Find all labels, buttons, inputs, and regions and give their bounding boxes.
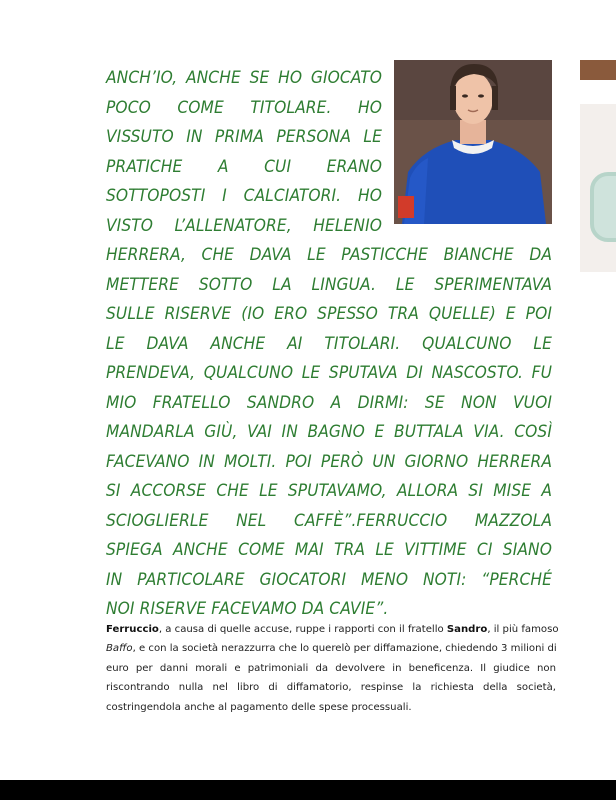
quote-line: SULLE RISERVE (IO ERO SPESSO TRA QUELLE) E POI (106, 304, 552, 324)
bold-name: Sandro (446, 624, 488, 635)
quote-line: SPIEGA ANCHE COME MAI TRA LE VITTIME CI SIANO (106, 540, 552, 560)
article-paragraph (106, 620, 559, 717)
paragraph-line: costringendola anche al pagamento delle spese processuali. (106, 701, 412, 713)
adjacent-image-partial (580, 60, 616, 272)
quote-line: POCO COME TITOLARE. HO (106, 97, 382, 118)
quote-line: LE DAVA ANCHE AI TITOLARI. QUALCUNO LE (106, 333, 552, 354)
player-photo (394, 60, 552, 224)
quote-line: VISTO L’ALLENATORE, HELENIO (106, 215, 382, 236)
quote-line: HERRERA, CHE DAVA LE PASTICCHE BIANCHE DA (106, 245, 552, 265)
quote-line: IN PARTICOLARE GIOCATORI MENO NOTI: “PERCHÉ (106, 569, 552, 590)
quote-line: PRENDEVA, QUALCUNO LE SPUTAVA DI NASCOSTO. FU (106, 363, 552, 383)
quote-line: SOTTOPOSTI I CALCIATORI. HO (106, 186, 382, 206)
quote-line: VISSUTO IN PRIMA PERSONA LE (106, 127, 382, 147)
quote-line: PRATICHE A CUI ERANO (106, 156, 382, 177)
adjacent-image-band (580, 80, 616, 104)
quote-line: METTERE SOTTO LA LINGUA. LE SPERIMENTAVA (106, 274, 552, 295)
quote-line: FACEVANO IN MOLTI. POI PERÒ UN GIORNO HERRERA (106, 451, 552, 472)
paragraph-line: euro per danni morali e patrimoniali da devolvere in beneficenza. Il giudice non (106, 662, 556, 674)
bottom-bar (0, 780, 616, 800)
quote-line: SI ACCORSE CHE LE SPUTAVAMO, ALLORA SI MISE A (106, 481, 552, 501)
quote-line: ANCH’IO, ANCHE SE HO GIOCATO (106, 68, 382, 88)
quote-line: NOI RISERVE FACEVAMO DA CAVIE”. (106, 599, 389, 619)
italic-nickname: Baffo (106, 643, 133, 655)
adjacent-image-top (580, 60, 616, 80)
paragraph-line: Baffo, e con la società nerazzurra che lo querelò per diffamazione, chiedendo 3 milioni di (106, 643, 557, 655)
adjacent-image-object (590, 172, 616, 242)
paragraph-line: Ferruccio, a causa di quelle accuse, ruppe i rapporti con il fratello Sandro, il più famoso (106, 624, 559, 635)
paragraph-line: riscontrando nulla nel libro di diffamatorio, respinse la richiesta della società, (106, 682, 556, 694)
bold-name: Ferruccio (106, 624, 159, 635)
quote-line: SCIOGLIERLE NEL CAFFÈ”.FERRUCCIO MAZZOLA (106, 510, 552, 531)
quote-line: MANDARLA GIÙ, VAI IN BAGNO E BUTTALA VIA. COSÌ (106, 422, 552, 442)
quote-line: MIO FRATELLO SANDRO A DIRMI: SE NON VUOI (106, 392, 552, 413)
